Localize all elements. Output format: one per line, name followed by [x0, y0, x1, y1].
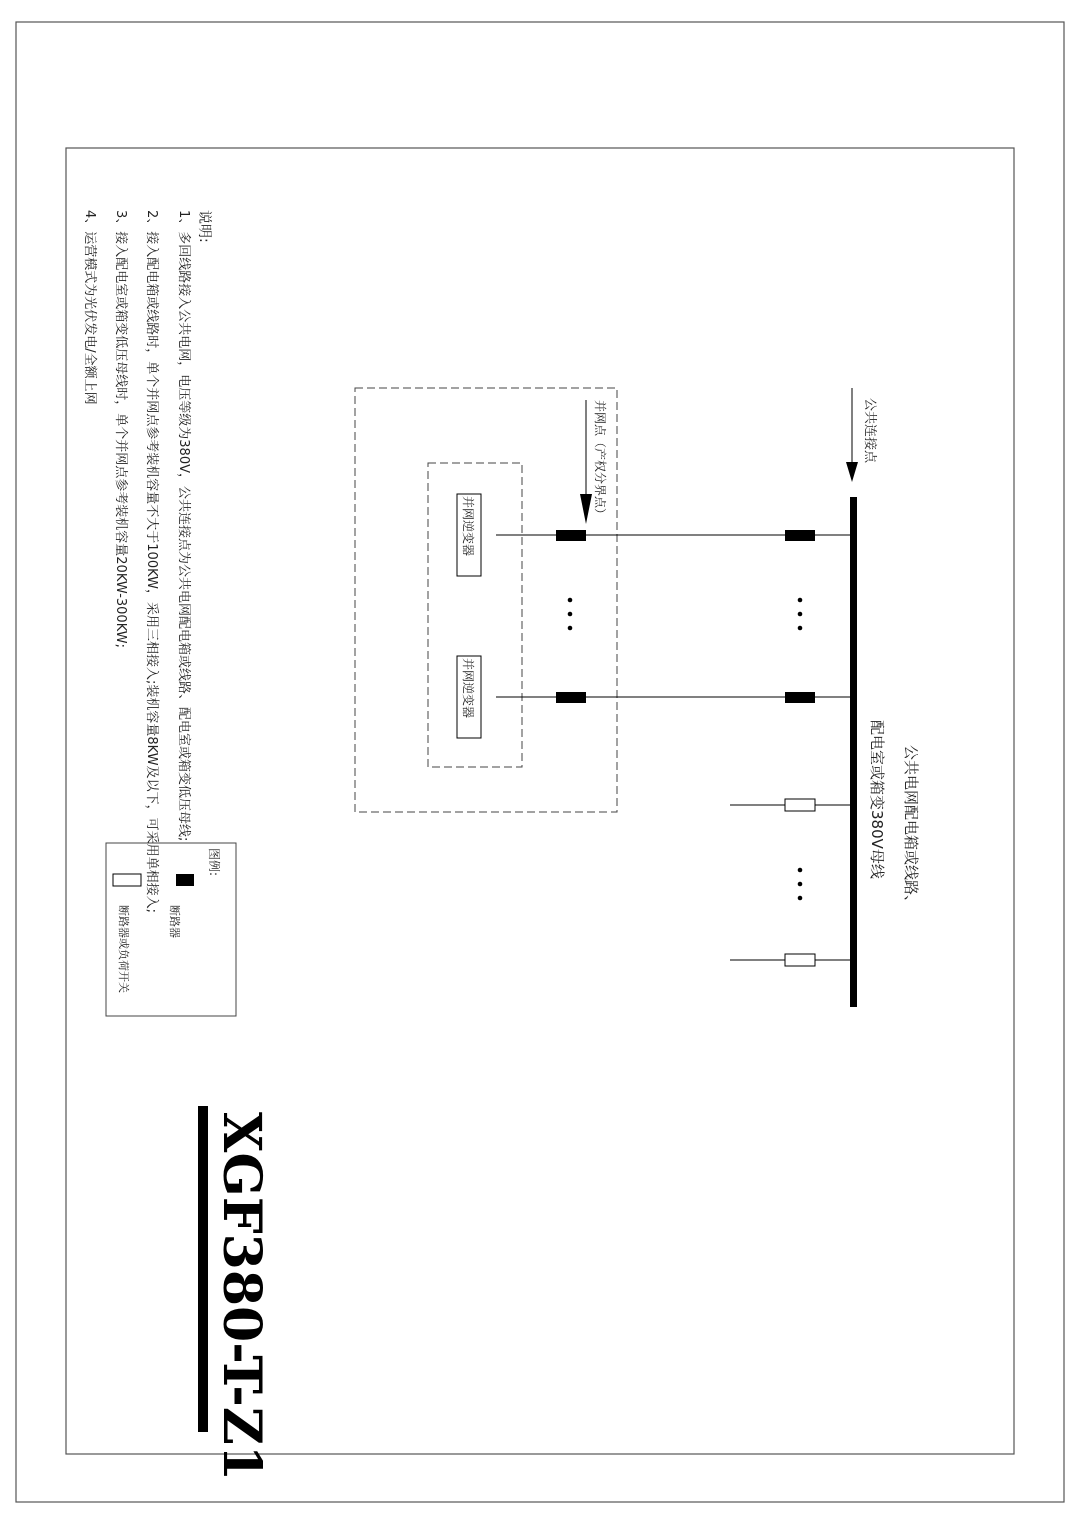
note-item: 2、接入配电箱或线路时，单个并网点参考装机容量不大于100KW，采用三相接入;装机容量8KW及以下，可采用单相接入; — [144, 210, 159, 913]
ellipsis-dots — [568, 598, 803, 901]
note-item: 1、多回线路接入公共电网，电压等级为380V，公共连接点为公共电网配电箱或线路、配电室或箱变低压母线; — [176, 210, 191, 842]
breaker-symbol — [785, 692, 815, 703]
pcc-arrowhead — [846, 462, 858, 482]
breaker-symbol — [556, 692, 586, 703]
load-switch-symbol — [785, 954, 815, 966]
note-item: 4、运营模式为光伏发电/全额上网 — [82, 210, 97, 405]
note-item: 3、接入配电室或箱变低压母线时，单个并网点参考装机容量20KW-300KW; — [113, 210, 128, 649]
grid-point-arrowhead — [580, 494, 592, 524]
legend-label: 断路器或负荷开关 — [117, 905, 130, 993]
legend-switch-symbol — [113, 874, 141, 886]
user-side-boundary — [355, 388, 617, 812]
inverter-label: 并网逆变器 — [461, 496, 475, 557]
legend-breaker-symbol — [176, 874, 194, 886]
load-switch-symbol — [785, 799, 815, 811]
notes-heading: 说明: — [196, 210, 212, 243]
grid-point-label: 并网点（产权分界点） — [593, 400, 607, 521]
busbar-label: 公共电网配电箱或线路、 — [902, 745, 920, 911]
breaker-symbol — [556, 530, 586, 541]
breaker-symbol — [785, 530, 815, 541]
title-bar — [198, 1106, 208, 1432]
legend-label: 断路器 — [168, 905, 181, 938]
inverter-label: 并网逆变器 — [461, 658, 475, 719]
pcc-label: 公共连接点 — [862, 398, 877, 464]
drawing-number: XGF380-T-Z1 — [211, 1112, 272, 1482]
legend-title: 图例: — [207, 848, 221, 877]
busbar-label: 配电室或箱变380V母线 — [868, 720, 886, 879]
busbar — [850, 497, 857, 1007]
